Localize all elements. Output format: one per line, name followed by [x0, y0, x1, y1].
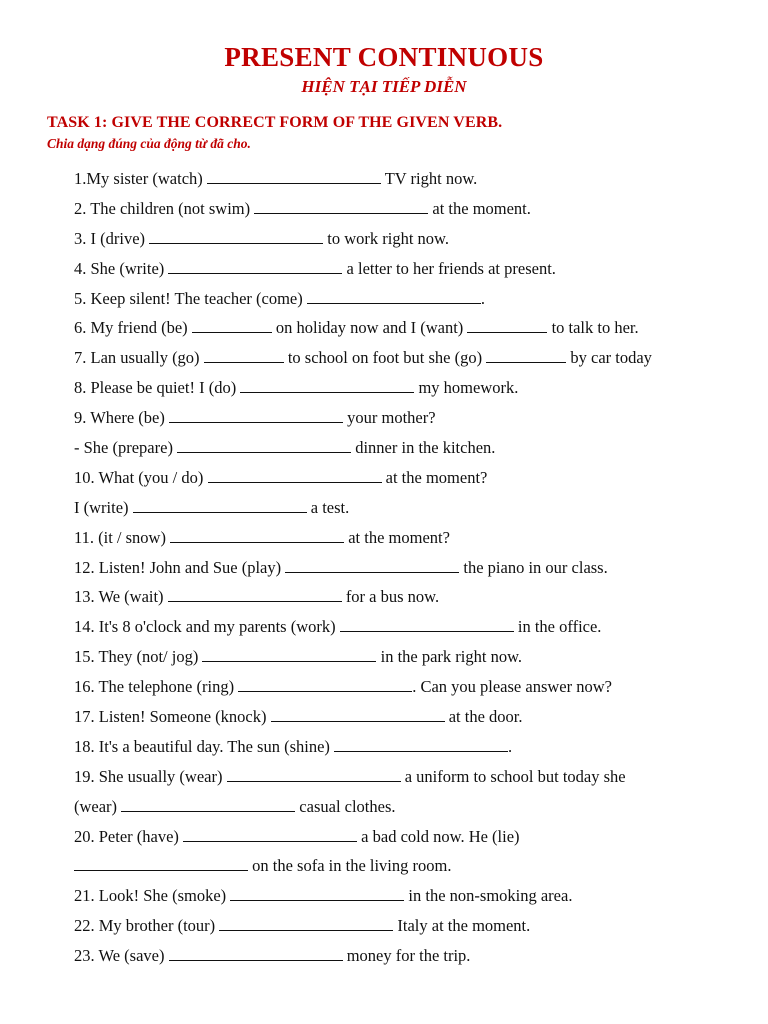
- exercise-text: to school on foot but she (go): [283, 348, 483, 368]
- answer-blank[interactable]: [204, 347, 284, 363]
- exercise-text: a bad cold now. He (lie): [357, 826, 520, 846]
- exercise-text: I (write): [74, 497, 129, 517]
- exercise-item: [74, 198, 734, 228]
- answer-blank[interactable]: [202, 646, 376, 662]
- task-heading: TASK 1: GIVE THE CORRECT FORM OF THE GIVEN VERB.: [47, 114, 503, 131]
- exercise-text: Italy at the moment.: [393, 916, 531, 936]
- exercise-text: a test.: [306, 497, 350, 517]
- answer-blank[interactable]: [177, 437, 351, 453]
- exercise-text: at the moment?: [344, 527, 450, 547]
- exercise-text: - She (prepare): [74, 438, 173, 458]
- exercise-item: [74, 527, 734, 557]
- exercise-item: [74, 317, 734, 347]
- exercise-text: (wear): [74, 796, 118, 816]
- exercise-item: [74, 706, 734, 736]
- answer-blank[interactable]: [74, 855, 248, 871]
- exercise-text: to work right now.: [323, 228, 450, 248]
- exercise-text: .: [508, 736, 513, 756]
- exercise-text: 15. They (not/ jog): [74, 647, 199, 667]
- answer-blank[interactable]: [219, 915, 393, 931]
- exercise-item: [74, 168, 734, 198]
- exercise-text: 13. We (wait): [74, 587, 164, 607]
- answer-blank[interactable]: [121, 796, 295, 812]
- answer-blank[interactable]: [207, 168, 381, 184]
- exercise-text: 4. She (write): [74, 258, 165, 278]
- exercise-item: [74, 616, 734, 646]
- exercise-item: [74, 288, 734, 318]
- exercise-item: [74, 557, 734, 587]
- exercise-text: my homework.: [414, 378, 519, 398]
- exercise-text: at the door.: [444, 707, 523, 727]
- exercise-item: [74, 796, 734, 826]
- exercise-text: 23. We (save): [74, 946, 165, 966]
- exercise-item: [74, 467, 734, 497]
- exercise-text: in the office.: [513, 617, 602, 637]
- exercise-item: [74, 676, 734, 706]
- exercise-text: money for the trip.: [342, 946, 471, 966]
- exercise-item: [74, 377, 734, 407]
- answer-blank[interactable]: [486, 347, 566, 363]
- answer-blank[interactable]: [271, 706, 445, 722]
- answer-blank[interactable]: [238, 676, 412, 692]
- page-subtitle: HIỆN TẠI TIẾP DIỄN: [301, 77, 467, 96]
- answer-blank[interactable]: [467, 317, 547, 333]
- exercise-list: [74, 168, 734, 975]
- exercise-text: 7. Lan usually (go): [74, 348, 200, 368]
- exercise-text: 20. Peter (have): [74, 826, 179, 846]
- exercise-text: 21. Look! She (smoke): [74, 886, 227, 906]
- exercise-text: 9. Where (be): [74, 408, 165, 428]
- answer-blank[interactable]: [133, 497, 307, 513]
- exercise-text: dinner in the kitchen.: [351, 438, 496, 458]
- exercise-text: the piano in our class.: [459, 557, 608, 577]
- page-title: PRESENT CONTINUOUS: [224, 42, 544, 72]
- answer-blank[interactable]: [254, 198, 428, 214]
- answer-blank[interactable]: [307, 288, 481, 304]
- exercise-text: . Can you please answer now?: [412, 677, 612, 697]
- exercise-text: on the sofa in the living room.: [248, 856, 452, 876]
- answer-blank[interactable]: [169, 407, 343, 423]
- exercise-text: your mother?: [342, 408, 436, 428]
- exercise-item: [74, 915, 734, 945]
- exercise-item: [74, 586, 734, 616]
- exercise-item: [74, 736, 734, 766]
- answer-blank[interactable]: [149, 228, 323, 244]
- exercise-text: TV right now.: [380, 169, 478, 188]
- exercise-item: [74, 766, 734, 796]
- exercise-text: 8. Please be quiet! I (do): [74, 378, 237, 398]
- exercise-text: 6. My friend (be): [74, 318, 188, 338]
- answer-blank[interactable]: [334, 736, 508, 752]
- exercise-text: a letter to her friends at present.: [342, 258, 556, 278]
- exercise-item: [74, 497, 734, 527]
- answer-blank[interactable]: [169, 945, 343, 961]
- answer-blank[interactable]: [192, 317, 272, 333]
- exercise-text: for a bus now.: [341, 587, 440, 607]
- answer-blank[interactable]: [227, 766, 401, 782]
- exercise-item: [74, 258, 734, 288]
- exercise-item: [74, 885, 734, 915]
- exercise-text: 11. (it / snow): [74, 527, 166, 547]
- answer-blank[interactable]: [285, 557, 459, 573]
- answer-blank[interactable]: [208, 467, 382, 483]
- exercise-text: 14. It's 8 o'clock and my parents (work): [74, 617, 336, 637]
- answer-blank[interactable]: [230, 885, 404, 901]
- exercise-text: 16. The telephone (ring): [74, 677, 235, 697]
- exercise-text: in the non-smoking area.: [404, 886, 573, 906]
- task-instruction: Chia dạng đúng của động từ đã cho.: [47, 136, 251, 151]
- exercise-item: [74, 407, 734, 437]
- exercise-item: [74, 945, 734, 975]
- answer-blank[interactable]: [183, 826, 357, 842]
- exercise-text: 10. What (you / do): [74, 467, 204, 487]
- exercise-item: [74, 855, 734, 885]
- exercise-text: at the moment?: [381, 467, 488, 487]
- exercise-text: by car today: [566, 348, 652, 368]
- exercise-text: on holiday now and I (want): [271, 318, 464, 338]
- exercise-item: [74, 228, 734, 258]
- answer-blank[interactable]: [340, 616, 514, 632]
- exercise-text: a uniform to school but today she: [400, 766, 626, 786]
- exercise-text: .: [480, 288, 486, 308]
- answer-blank[interactable]: [168, 258, 342, 274]
- exercise-text: 18. It's a beautiful day. The sun (shine): [74, 736, 330, 756]
- exercise-text: 2. The children (not swim): [74, 198, 251, 218]
- exercise-item: [74, 437, 734, 467]
- exercise-text: 1.My sister (watch): [74, 169, 203, 188]
- exercise-text: to talk to her.: [547, 318, 639, 338]
- exercise-item: [74, 646, 734, 676]
- exercise-text: 5. Keep silent! The teacher (come): [74, 288, 303, 308]
- exercise-item: [74, 347, 734, 377]
- exercise-text: in the park right now.: [376, 647, 523, 667]
- exercise-text: casual clothes.: [295, 796, 396, 816]
- exercise-text: 19. She usually (wear): [74, 766, 223, 786]
- exercise-text: 3. I (drive): [74, 228, 146, 248]
- exercise-text: 12. Listen! John and Sue (play): [74, 557, 282, 577]
- exercise-text: at the moment.: [428, 198, 531, 218]
- exercise-text: 17. Listen! Someone (knock): [74, 707, 267, 727]
- answer-blank[interactable]: [168, 586, 342, 602]
- answer-blank[interactable]: [170, 527, 344, 543]
- exercise-text: 22. My brother (tour): [74, 916, 216, 936]
- answer-blank[interactable]: [240, 377, 414, 393]
- exercise-item: [74, 826, 734, 856]
